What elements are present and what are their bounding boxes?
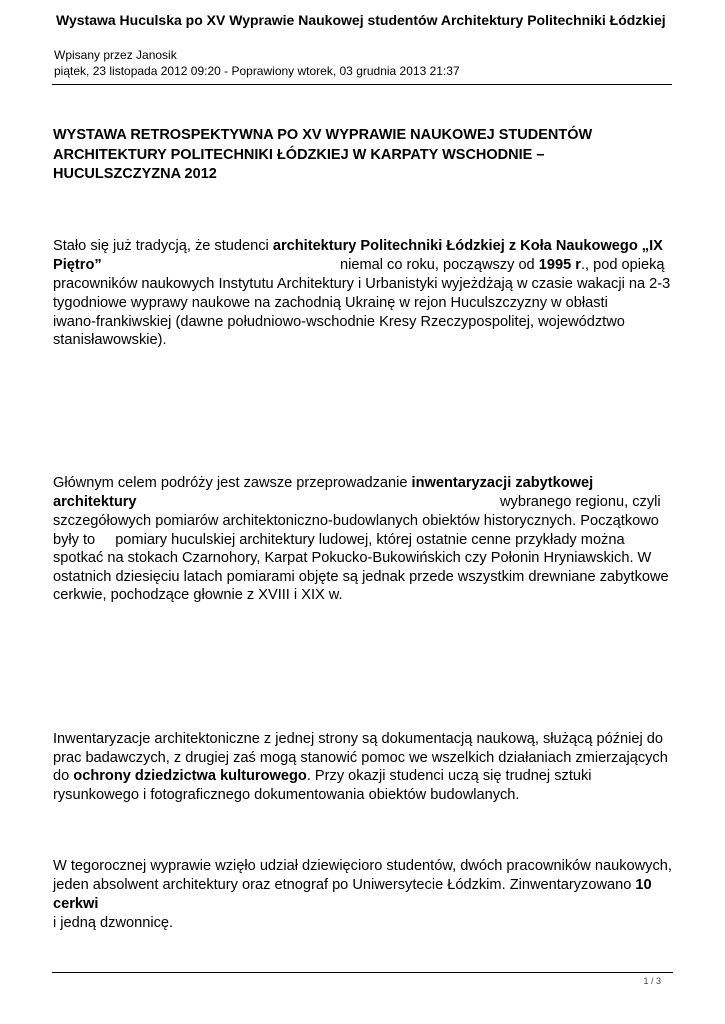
p2-text: Głównym celem podróży jest zawsze przeprowadzanie (53, 475, 412, 491)
p1-text: ., pod opieką (580, 257, 665, 273)
p1-bold-continuation: Piętro” (53, 257, 102, 273)
paragraph-1-line-2 (340, 257, 665, 273)
p1-text: niemal co roku, począwszy od (340, 257, 539, 273)
paragraph-4-line-3: cerkwi (53, 896, 99, 912)
paragraph-1-line-4: tygodniowe wyprawy naukowe na zachodnią Ukrainę w rejon Huculszczyzny w obłasti (53, 295, 608, 311)
paragraph-3-line-4: rysunkowego i fotograficznego dokumentowania obiektów budowlanych. (53, 787, 520, 803)
paragraph-1-line-5: iwano-frankiwskiej (dawne południowo-wschodnie Kresy Rzeczypospolitej, województwo (53, 314, 625, 330)
p3-text: . Przy okazji studenci uczą się trudnej sztuki (306, 768, 592, 784)
paragraph-2-line-5: spotkać na stokach Czarnohory, Karpat Pokucko-Bukowińskich czy Połonin Hryniawskich. W (53, 550, 652, 566)
paragraph-1-line-6: stanisławowskie). (53, 332, 167, 348)
paragraph-1-line-1 (53, 238, 663, 254)
paragraph-2-line-1 (53, 475, 593, 491)
article-heading-line-1: WYSTAWA RETROSPEKTYWNA PO XV WYPRAWIE NAUKOWEJ STUDENTÓW (53, 127, 593, 143)
page-number: 1 / 3 (643, 976, 661, 986)
header-divider (52, 84, 672, 85)
paragraph-4-line-4: i jedną dzwonnicę. (53, 915, 174, 931)
paragraph-4-line-2 (53, 877, 652, 893)
p2-bold-continuation: architektury (53, 494, 137, 510)
paragraph-2-line-4 (53, 532, 625, 548)
paragraph-2-line-7: cerkwie, pochodzące głownie z XVIII i XIX w. (53, 587, 343, 603)
p1-bold-text: architektury Politechniki Łódzkiej z Koła Naukowego „IX (272, 238, 663, 254)
paragraph-3-line-3 (53, 768, 592, 784)
document-header-title: Wystawa Huculska po XV Wyprawie Naukowej studentów Architektury Politechniki Łódzkiej (56, 12, 666, 28)
article-heading-line-2: ARCHITEKTURY POLITECHNIKI ŁÓDZKIEJ W KARPATY WSCHODNIE – (53, 147, 545, 163)
paragraph-1-line-3: pracowników naukowych Instytutu Architektury i Urbanistyki wyjeżdżają w czasie wakacji na 2-3 (53, 276, 671, 292)
author-line: Wpisany przez Janosik (54, 48, 177, 62)
paragraph-2-line-2: wybranego regionu, czyli (500, 494, 661, 510)
p2-text: pomiary huculskiej architektury ludowej, której ostatnie cenne przykłady można (115, 532, 625, 548)
p3-bold-text: ochrony dziedzictwa kulturowego (73, 768, 307, 784)
date-line: piątek, 23 listopada 2012 09:20 - Poprawiony wtorek, 03 grudnia 2013 21:37 (54, 64, 460, 78)
p3-text: do (53, 768, 74, 784)
paragraph-3-line-2: prac badawczych, z drugiej zaś mogą stanowić pomoc we wszelkich działaniach zmierzających (53, 750, 668, 766)
paragraph-4-line-1: W tegorocznej wyprawie wzięło udział dziewięcioro studentów, dwóch pracowników naukowych, (53, 858, 672, 874)
p1-text: Stało się już tradycją, że studenci (53, 238, 273, 254)
paragraph-2-line-6: ostatnich dziesięciu latach pomiarami objęte są jednak przede wszystkim drewniane zabytkowe (53, 569, 669, 585)
paragraph-3-line-1: Inwentaryzacje architektoniczne z jednej strony są dokumentacją naukową, służącą później do (53, 731, 664, 747)
article-heading-line-3: HUCULSZCZYZNA 2012 (53, 166, 217, 182)
paragraph-2-line-3: szczegółowych pomiarów architektoniczno-budowlanych obiektów historycznych. Początkowo (53, 513, 659, 529)
p4-text: jeden absolwent architektury oraz etnograf po Uniwersytecie Łódzkim. Zinwentaryzowano (53, 877, 636, 893)
footer-divider (52, 972, 673, 973)
p2-text: były to (53, 532, 96, 548)
p1-year: 1995 r (538, 257, 581, 273)
p4-count: 10 (635, 877, 652, 893)
p2-bold-text: inwentaryzacji zabytkowej (411, 475, 594, 491)
